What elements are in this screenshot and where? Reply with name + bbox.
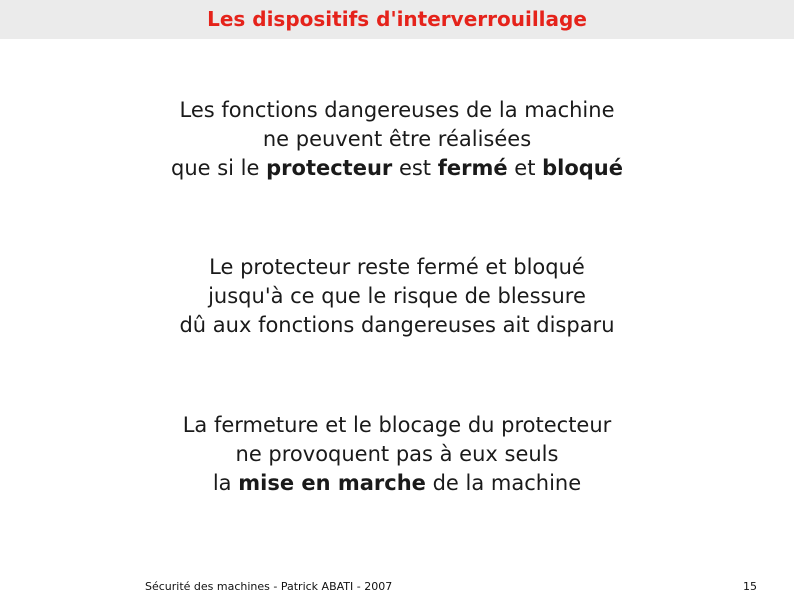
paragraph-line: dû aux fonctions dangereuses ait disparu	[179, 313, 615, 337]
bold-term-ferme: fermé	[437, 156, 508, 180]
bold-term-bloque: bloqué	[542, 156, 623, 180]
paragraph-line: Le protecteur reste fermé et bloqué	[209, 255, 585, 279]
paragraph-no-start-command	[0, 411, 794, 498]
page-number: 15	[743, 580, 757, 593]
paragraph-line: Les fonctions dangereuses de la machine	[179, 98, 615, 122]
text-run: que si le	[171, 156, 267, 180]
slide-title: Les dispositifs d'interverrouillage	[207, 7, 587, 31]
bold-term-protecteur: protecteur	[266, 156, 393, 180]
text-run: la	[212, 471, 239, 495]
footer-text: Sécurité des machines - Patrick ABATI - 2007	[145, 580, 393, 593]
text-run: est	[392, 156, 438, 180]
paragraph-line: jusqu'à ce que le risque de blessure	[208, 284, 586, 308]
paragraph-dangerous-functions	[0, 96, 794, 183]
paragraph-guard-stays-closed	[0, 253, 794, 340]
paragraph-line: ne peuvent être réalisées	[262, 127, 532, 151]
paragraph-line: ne provoquent pas à eux seuls	[235, 442, 559, 466]
text-run: de la machine	[425, 471, 582, 495]
text-run: et	[507, 156, 543, 180]
paragraph-line	[0, 154, 794, 183]
bold-term-mise-en-marche: mise en marche	[238, 471, 426, 495]
paragraph-line: La fermeture et le blocage du protecteur	[182, 413, 612, 437]
paragraph-line	[0, 469, 794, 498]
